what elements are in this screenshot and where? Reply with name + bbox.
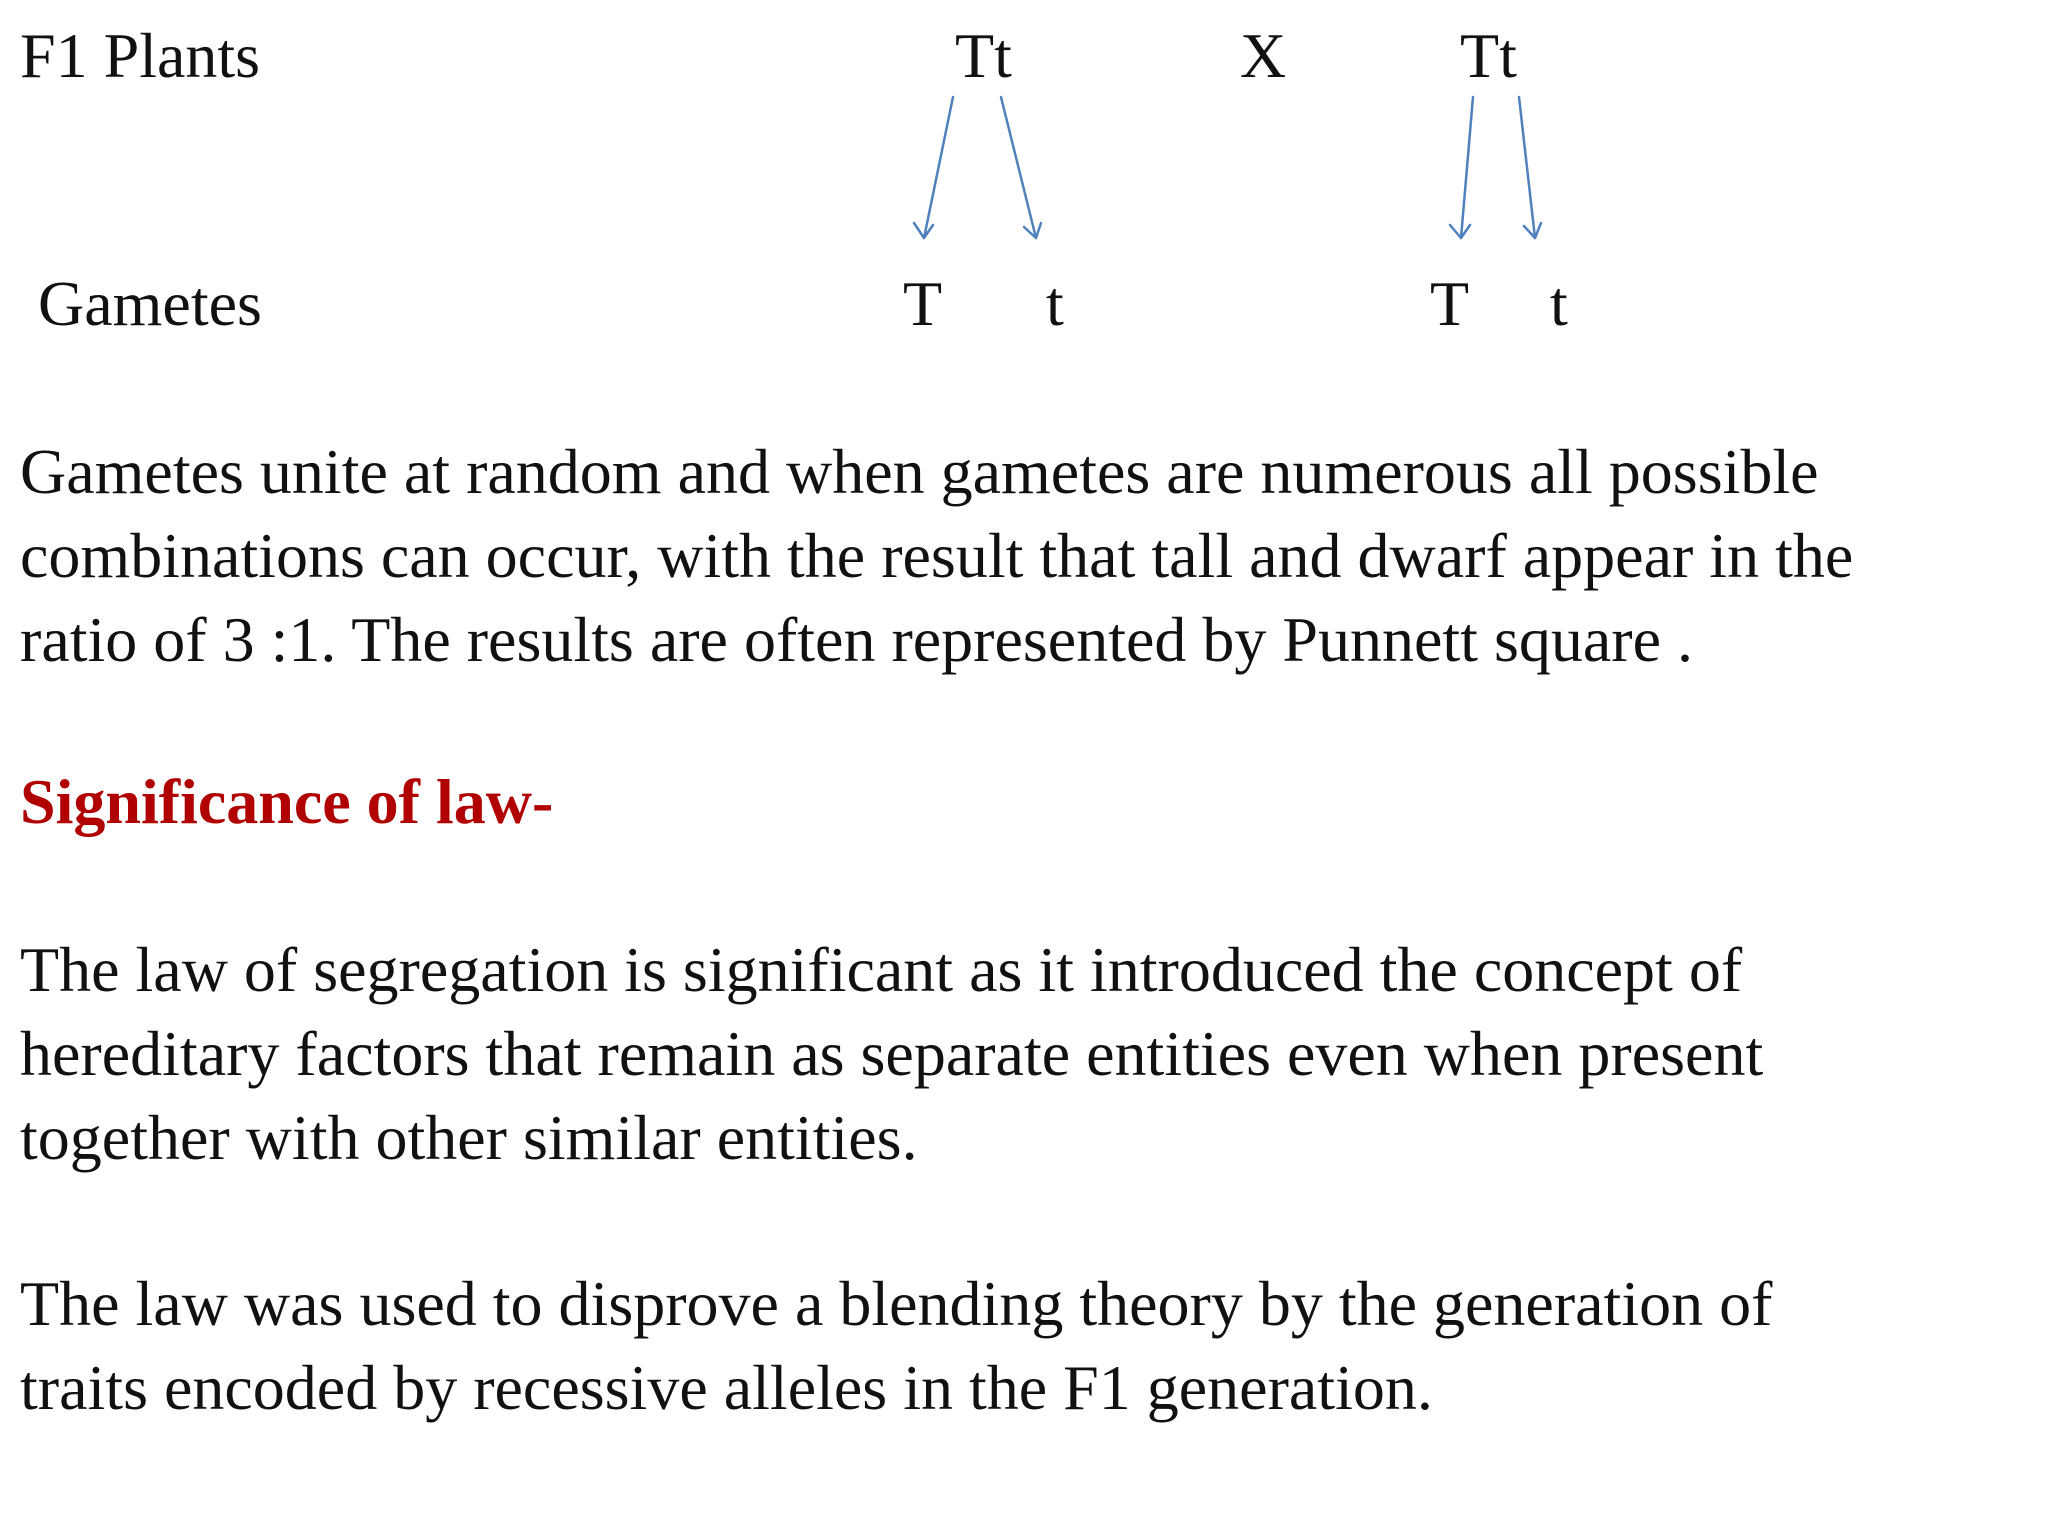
paragraph-line: The law of segregation is significant as it introduced the concept of — [20, 934, 1743, 1005]
parent1-gamete-dominant: T — [903, 268, 943, 339]
paragraph-random-union — [20, 430, 1853, 682]
cross-symbol: X — [1240, 20, 1287, 91]
parent1-genotype: Tt — [955, 20, 1012, 91]
arrow-parent1-to-T — [914, 97, 953, 238]
parent2-gamete-recessive: t — [1550, 268, 1568, 339]
paragraph-blending-theory — [20, 1262, 1772, 1430]
section-heading: Significance of law- — [20, 766, 554, 837]
paragraph-line: combinations can occur, with the result that tall and dwarf appear in the — [20, 520, 1854, 591]
arrow-parent1-to-t — [1001, 97, 1041, 238]
paragraph-line: Gametes unite at random and when gametes are numerous all possible — [20, 436, 1819, 507]
f1-plants-label: F1 Plants — [20, 20, 261, 91]
parent1-gamete-recessive: t — [1046, 268, 1064, 339]
parent2-gamete-dominant: T — [1430, 268, 1470, 339]
paragraph-significance — [20, 928, 1763, 1180]
paragraph-line: together with other similar entities. — [20, 1102, 918, 1173]
paragraph-line: The law was used to disprove a blending theory by the generation of — [20, 1268, 1773, 1339]
parent2-genotype: Tt — [1460, 20, 1517, 91]
paragraph-line: traits encoded by recessive alleles in the F1 generation. — [20, 1352, 1433, 1423]
paragraph-line: ratio of 3 :1. The results are often represented by Punnett square . — [20, 604, 1693, 675]
arrow-parent2-to-t — [1519, 97, 1541, 238]
gametes-label: Gametes — [38, 268, 262, 339]
arrow-parent2-to-T — [1450, 97, 1473, 238]
paragraph-line: hereditary factors that remain as separate entities even when present — [20, 1018, 1764, 1089]
